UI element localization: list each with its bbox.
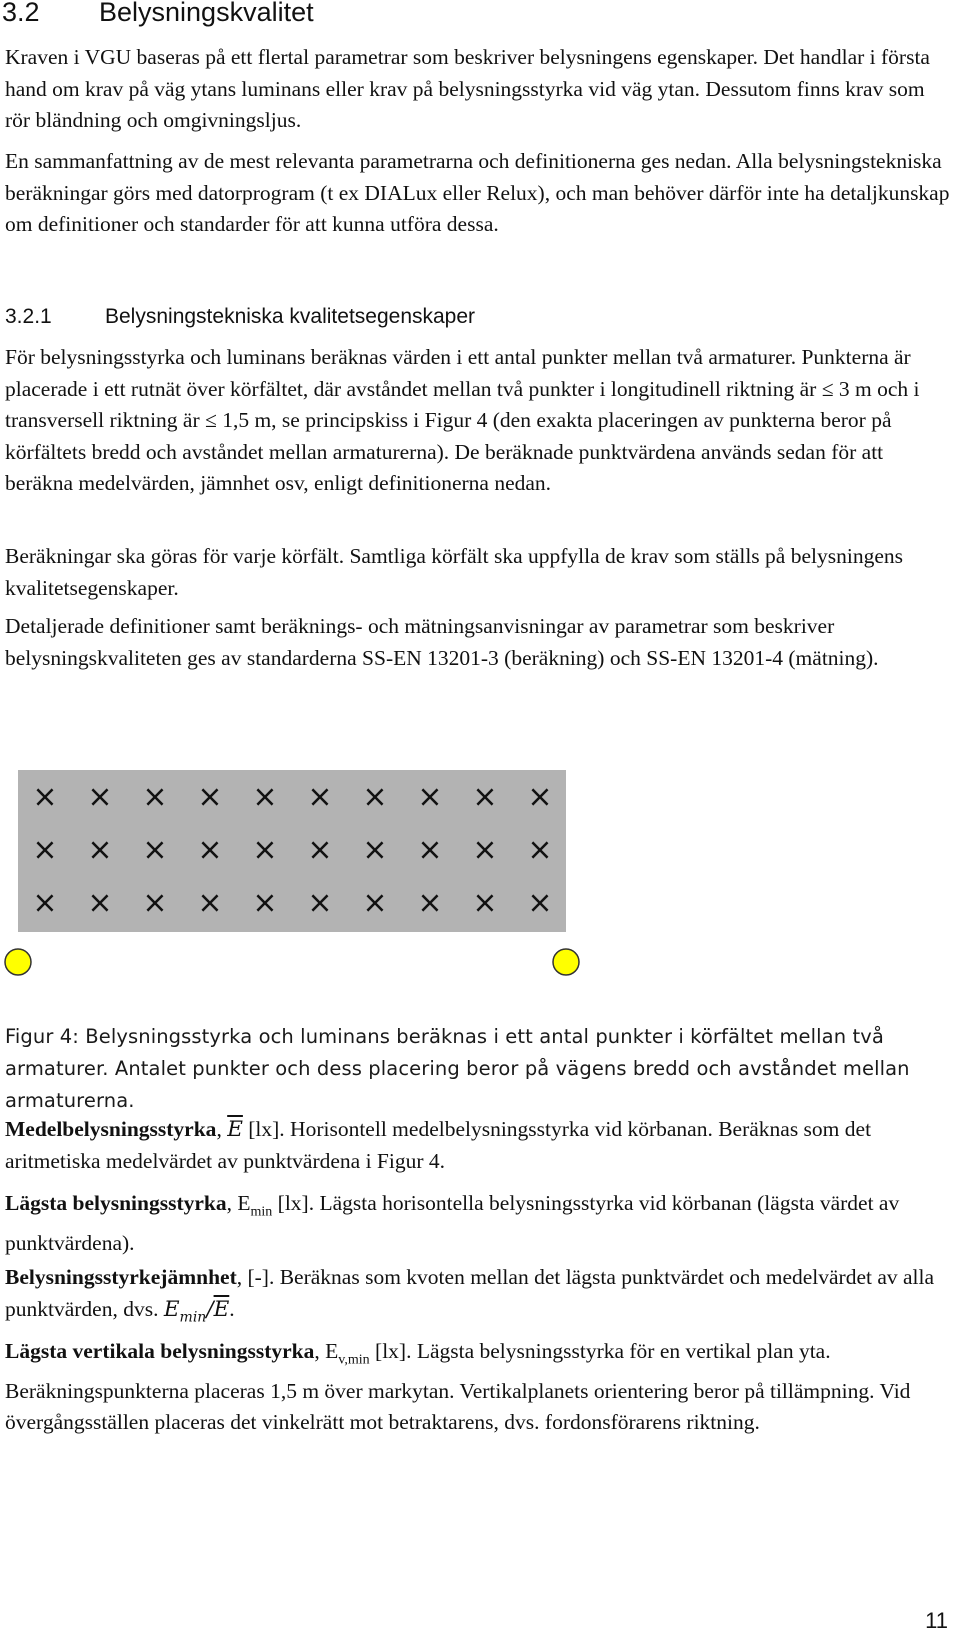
definition-text: , [-]. Beräknas som kvoten mellan det lägsta punktvärdet och medelvärdet av alla punktvärden, dvs.: [5, 1265, 935, 1321]
grid-point-marker: ×: [362, 779, 388, 815]
section-heading: [2, 0, 314, 30]
paragraph-per-lane: Beräkningar ska göras för varje körfält. Samtliga körfält ska uppfylla de krav som ställs på belysningens kvalitetsegenskaper.: [5, 544, 903, 600]
grid-point-marker: ×: [87, 832, 113, 868]
paragraph-intro: Kraven i VGU baseras på ett flertal parametrar som beskriver belysningens egenskaper. Det handlar i första hand om krav på väg ytans luminans eller krav på belysningsstyrka vid väg ytan. Dessutom finns krav som rör bländning och omgivningsljus.: [5, 45, 930, 132]
paragraph-summary: En sammanfattning av de mest relevanta parametrarna och definitionerna ges nedan. Alla belysningstekniska beräkningar görs med datorprogram (t ex DIALux eller Relux), och man behöver därför inte ha detaljkunskap om definitioner och standarder för att kunna utföra dessa.: [5, 149, 950, 236]
grid-point-marker: ×: [87, 779, 113, 815]
e-symbol: E: [237, 1191, 251, 1215]
grid-point-marker: ×: [417, 779, 443, 815]
figure-caption: Figur 4: Belysningsstyrka och luminans beräknas i ett antal punkter i körfältet mellan två armaturer. Antalet punkter och dess placering beror på vägens bredd och avståndet mellan armaturerna.: [5, 1025, 910, 1112]
le-symbol: ≤: [821, 376, 834, 401]
grid-point-marker: ×: [417, 832, 443, 868]
e-bar-symbol: $\overline{E}$: [227, 1117, 243, 1142]
definition-uniformity: [5, 1262, 950, 1333]
subsection-title: Belysningstekniska kvalitetsegenskaper: [105, 305, 476, 328]
grid-point-marker: ×: [32, 779, 58, 815]
grid-point-marker: ×: [142, 832, 168, 868]
grid-point-marker: ×: [472, 885, 498, 921]
paragraph-standards: Detaljerade definitioner samt beräknings- och mätningsanvisningar av parametrar som beskriver belysningskvaliteten ges av standarderna SS-EN 13201-3 (beräkning) och SS-EN 13201-4 (mätning).: [5, 614, 879, 670]
grid-point-marker: ×: [307, 779, 333, 815]
definition-term: Lägsta belysningsstyrka: [5, 1191, 227, 1215]
grid-point-marker: ×: [87, 885, 113, 921]
grid-point-marker: ×: [362, 885, 388, 921]
grid-point-marker: ×: [32, 832, 58, 868]
grid-point-marker: ×: [252, 832, 278, 868]
formula-e-bar: $\overline{E}$: [213, 1296, 230, 1322]
definition-term: Medelbelysningsstyrka: [5, 1117, 217, 1141]
definition-mean-illuminance: Medelbelysningsstyrka, $\overline{E}$ [lx]. Horisontell medelbelysningsstyrka vid körbanan. Beräknas som det aritmetiska medelvärdet av punktvärdena i Figur 4.: [5, 1117, 872, 1173]
grid-point-marker: ×: [252, 885, 278, 921]
grid-point-marker: ×: [362, 832, 388, 868]
e-symbol: E: [325, 1339, 339, 1363]
formula-e-min: E: [163, 1296, 180, 1322]
paragraph-grid-points: [5, 342, 950, 500]
grid-text-c: 1,5 m, se principskiss i Figur 4 (den exakta placeringen av punkterna beror på körfältets bredd och avståndet mellan armaturerna). De beräknade punktvärdena används sedan för att beräkna medelvärden, jämnhet osv, enligt definitionerna nedan.: [5, 408, 892, 495]
le-symbol: ≤: [205, 408, 217, 432]
grid-point-marker: ×: [472, 779, 498, 815]
grid-point-marker: ×: [307, 885, 333, 921]
e-subscript: min: [250, 1204, 273, 1220]
definition-term: Belysningsstyrkejämnhet: [5, 1265, 237, 1289]
grid-point-marker: ×: [142, 779, 168, 815]
grid-point-marker: ×: [307, 832, 333, 868]
section-title: Belysningskvalitet: [99, 0, 314, 27]
grid-point-marker: ×: [417, 885, 443, 921]
page-number: 11: [925, 1608, 948, 1633]
grid-point-marker: ×: [197, 779, 223, 815]
subsection-heading: [5, 301, 475, 333]
definition-min-vertical-illuminance: Lägsta vertikala belysningsstyrka, $E_{v,min}$ [lx]. Lägsta belysningsstyrka för en vertikal plan yta. Beräkningspunkterna placeras 1,5 m över markytan. Vertikalplanets orientering beror på tillämpning. Vid övergångsställen placeras det vinkelrätt mot betraktarens, dvs. fordonsförarens riktning.: [5, 1339, 911, 1435]
luminaire-icon-left: [5, 949, 31, 975]
grid-text-a: För belysningsstyrka och luminans beräknas värden i ett antal punkter mellan två armaturer. Punkterna är placerade i ett rutnät över körfältet, där avståndet mellan två punkter i longitudinell riktning är: [5, 345, 911, 401]
grid-point-marker: ×: [142, 885, 168, 921]
grid-point-marker: ×: [527, 779, 553, 815]
subsection-number: 3.2.1: [5, 305, 52, 328]
grid-point-marker: ×: [197, 885, 223, 921]
section-number: 3.2: [2, 0, 40, 27]
grid-point-marker: ×: [472, 832, 498, 868]
definition-min-illuminance: Lägsta belysningsstyrka, $E_{min}$ [lx]. Lägsta horisontella belysningsstyrka vid körbanan (lägsta värdet av punktvärdena).: [5, 1191, 900, 1255]
definition-text: [lx]. Horisontell medelbelysningsstyrka vid körbanan. Beräknas som det aritmetiska medelvärdet av punktvärdena i Figur 4.: [5, 1117, 872, 1173]
figure-4-diagram: [0, 770, 620, 1000]
definition-text: [lx]. Lägsta horisontella belysningsstyrka vid körbanan (lägsta värdet av punktvärdena).: [5, 1191, 900, 1255]
grid-point-marker: ×: [527, 885, 553, 921]
grid-point-marker: ×: [32, 885, 58, 921]
grid-point-marker: ×: [197, 832, 223, 868]
grid-point-marker: ×: [252, 779, 278, 815]
e-subscript: v,min: [338, 1352, 370, 1368]
figure-4: [0, 770, 620, 1000]
formula-slash: /: [206, 1296, 214, 1322]
grid-text-b: 3 m och i transversell riktning är: [5, 376, 920, 432]
grid-point-marker: ×: [527, 832, 553, 868]
definition-text: [lx]. Lägsta belysningsstyrka för en vertikal plan yta. Beräkningspunkterna placeras 1,5 m över markytan. Vertikalplanets orientering beror på tillämpning. Vid övergångsställen placeras det vinkelrätt mot betraktarens, dvs. fordonsförarens riktning.: [5, 1339, 911, 1435]
formula-min-subscript: min: [179, 1308, 207, 1325]
formula-period: .: [229, 1296, 235, 1321]
definition-term: Lägsta vertikala belysningsstyrka: [5, 1339, 315, 1363]
luminaire-icon-right: [553, 949, 579, 975]
